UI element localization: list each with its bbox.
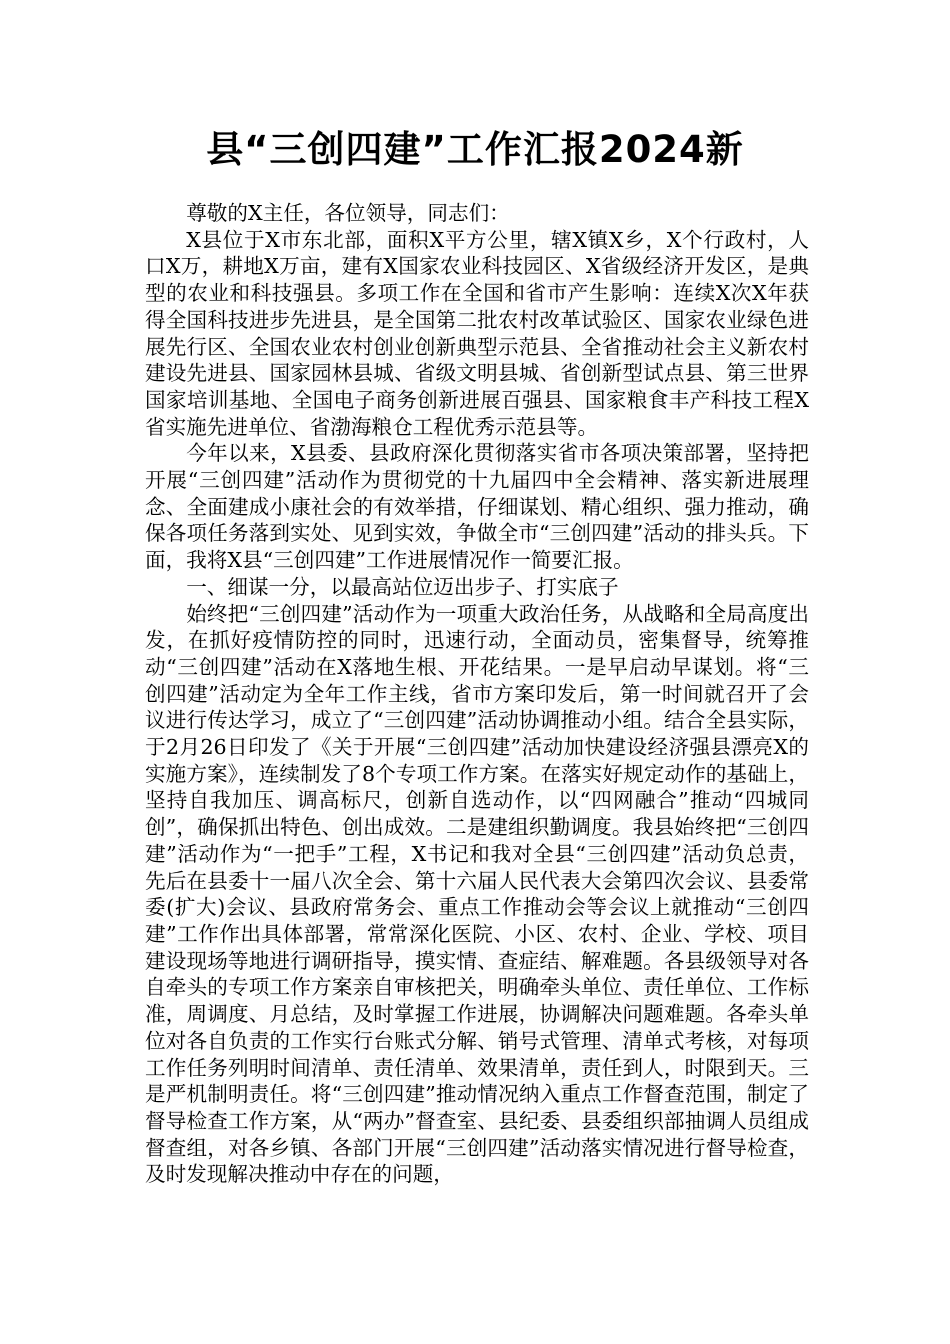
county-overview-paragraph: X县位于X市东北部，面积X平方公里，辖X镇X乡，X个行政村，人口X万，耕地X万亩，建有X国家农业科技园区、X省级经济开发区，是典型的农业和科技强县。多项工作在全国和省市产生影响：连续X次X年获得全国科技进步先进县，是全国第二批农村改革试验区、国家农业绿色进展先行区、全国农业农村创业创新典型示范县、全省推动社会主义新农村建设先进县、国家园林县城、省级文明县城、省创新型试点县、第三世界国家培训基地、全国电子商务创新进展百强县、国家粮食丰产科技工程X省实施先进单位、省渤海粮仓工程优秀示范县等。 bbox=[145, 227, 809, 439]
section-1-paragraph: 始终把“三创四建”活动作为一项重大政治任务，从战略和全局高度出发，在抓好疫情防控的同时，迅速行动，全面动员，密集督导，统筹推动“三创四建”活动在X落地生根、开花结果。一是早启动早谋划。将“三创四建”活动定为全年工作主线，省市方案印发后，第一时间就召开了会议进行传达学习，成立了“三创四建”活动协调推动小组。结合全县实际，于2月26日印发了《关于开展“三创四建”活动加快建设经济强县漂亮X的实施方案》，连续制发了8个专项工作方案。在落实好规定动作的基础上，坚持自我加压、调高标尺，创新自选动作，以“四网融合”推动“四城同创”，确保抓出特色、创出成效。二是建组织勤调度。我县始终把“三创四建”活动作为“一把手”工程，X书记和我对全县“三创四建”活动负总责，先后在县委十一届八次全会、第十六届人民代表大会第四次会议、县委常委(扩大)会议、县政府常务会、重点工作推动会等会议上就推动“三创四建”工作作出具体部署，常常深化医院、小区、农村、企业、学校、项目建设现场等地进行调研指导，摸实情、查症结、解难题。各县级领导对各自牵头的专项工作方案亲自审核把关，明确牵头单位、责任单位、工作标准，周调度、月总结，及时掌握工作进展，协调解决问题难题。各牵头单位对各自负责的工作实行台账式分解、销号式管理、清单式考核，对每项工作任务列明时间清单、责任清单、效果清单，责任到人，时限到天。三是严机制明责任。将“三创四建”推动情况纳入重点工作督查范围，制定了督导检查工作方案，从“两办”督查室、县纪委、县委组织部抽调人员组成督查组，对各乡镇、各部门开展“三创四建”活动落实情况进行督导检查，及时发现解决推动中存在的问题， bbox=[145, 601, 809, 1187]
document-body bbox=[145, 200, 809, 1188]
section-heading-1: 一、细谋一分，以最高站位迈出步子、打实底子 bbox=[186, 574, 619, 599]
document-title: 县“三创四建”工作汇报2024新 bbox=[206, 128, 744, 171]
intro-paragraph: 今年以来，X县委、县政府深化贯彻落实省市各项决策部署，坚持把开展“三创四建”活动作为贯彻党的十九届四中全会精神、落实新进展理念、全面建成小康社会的有效举措，仔细谋划、精心组织、强力推动，确保各项任务落到实处、见到实效，争做全市“三创四建”活动的排头兵。下面，我将X县“三创四建”工作进展情况作一简要汇报。 bbox=[145, 441, 809, 573]
salutation-paragraph: 尊敬的X主任，各位领导，同志们： bbox=[186, 201, 510, 225]
